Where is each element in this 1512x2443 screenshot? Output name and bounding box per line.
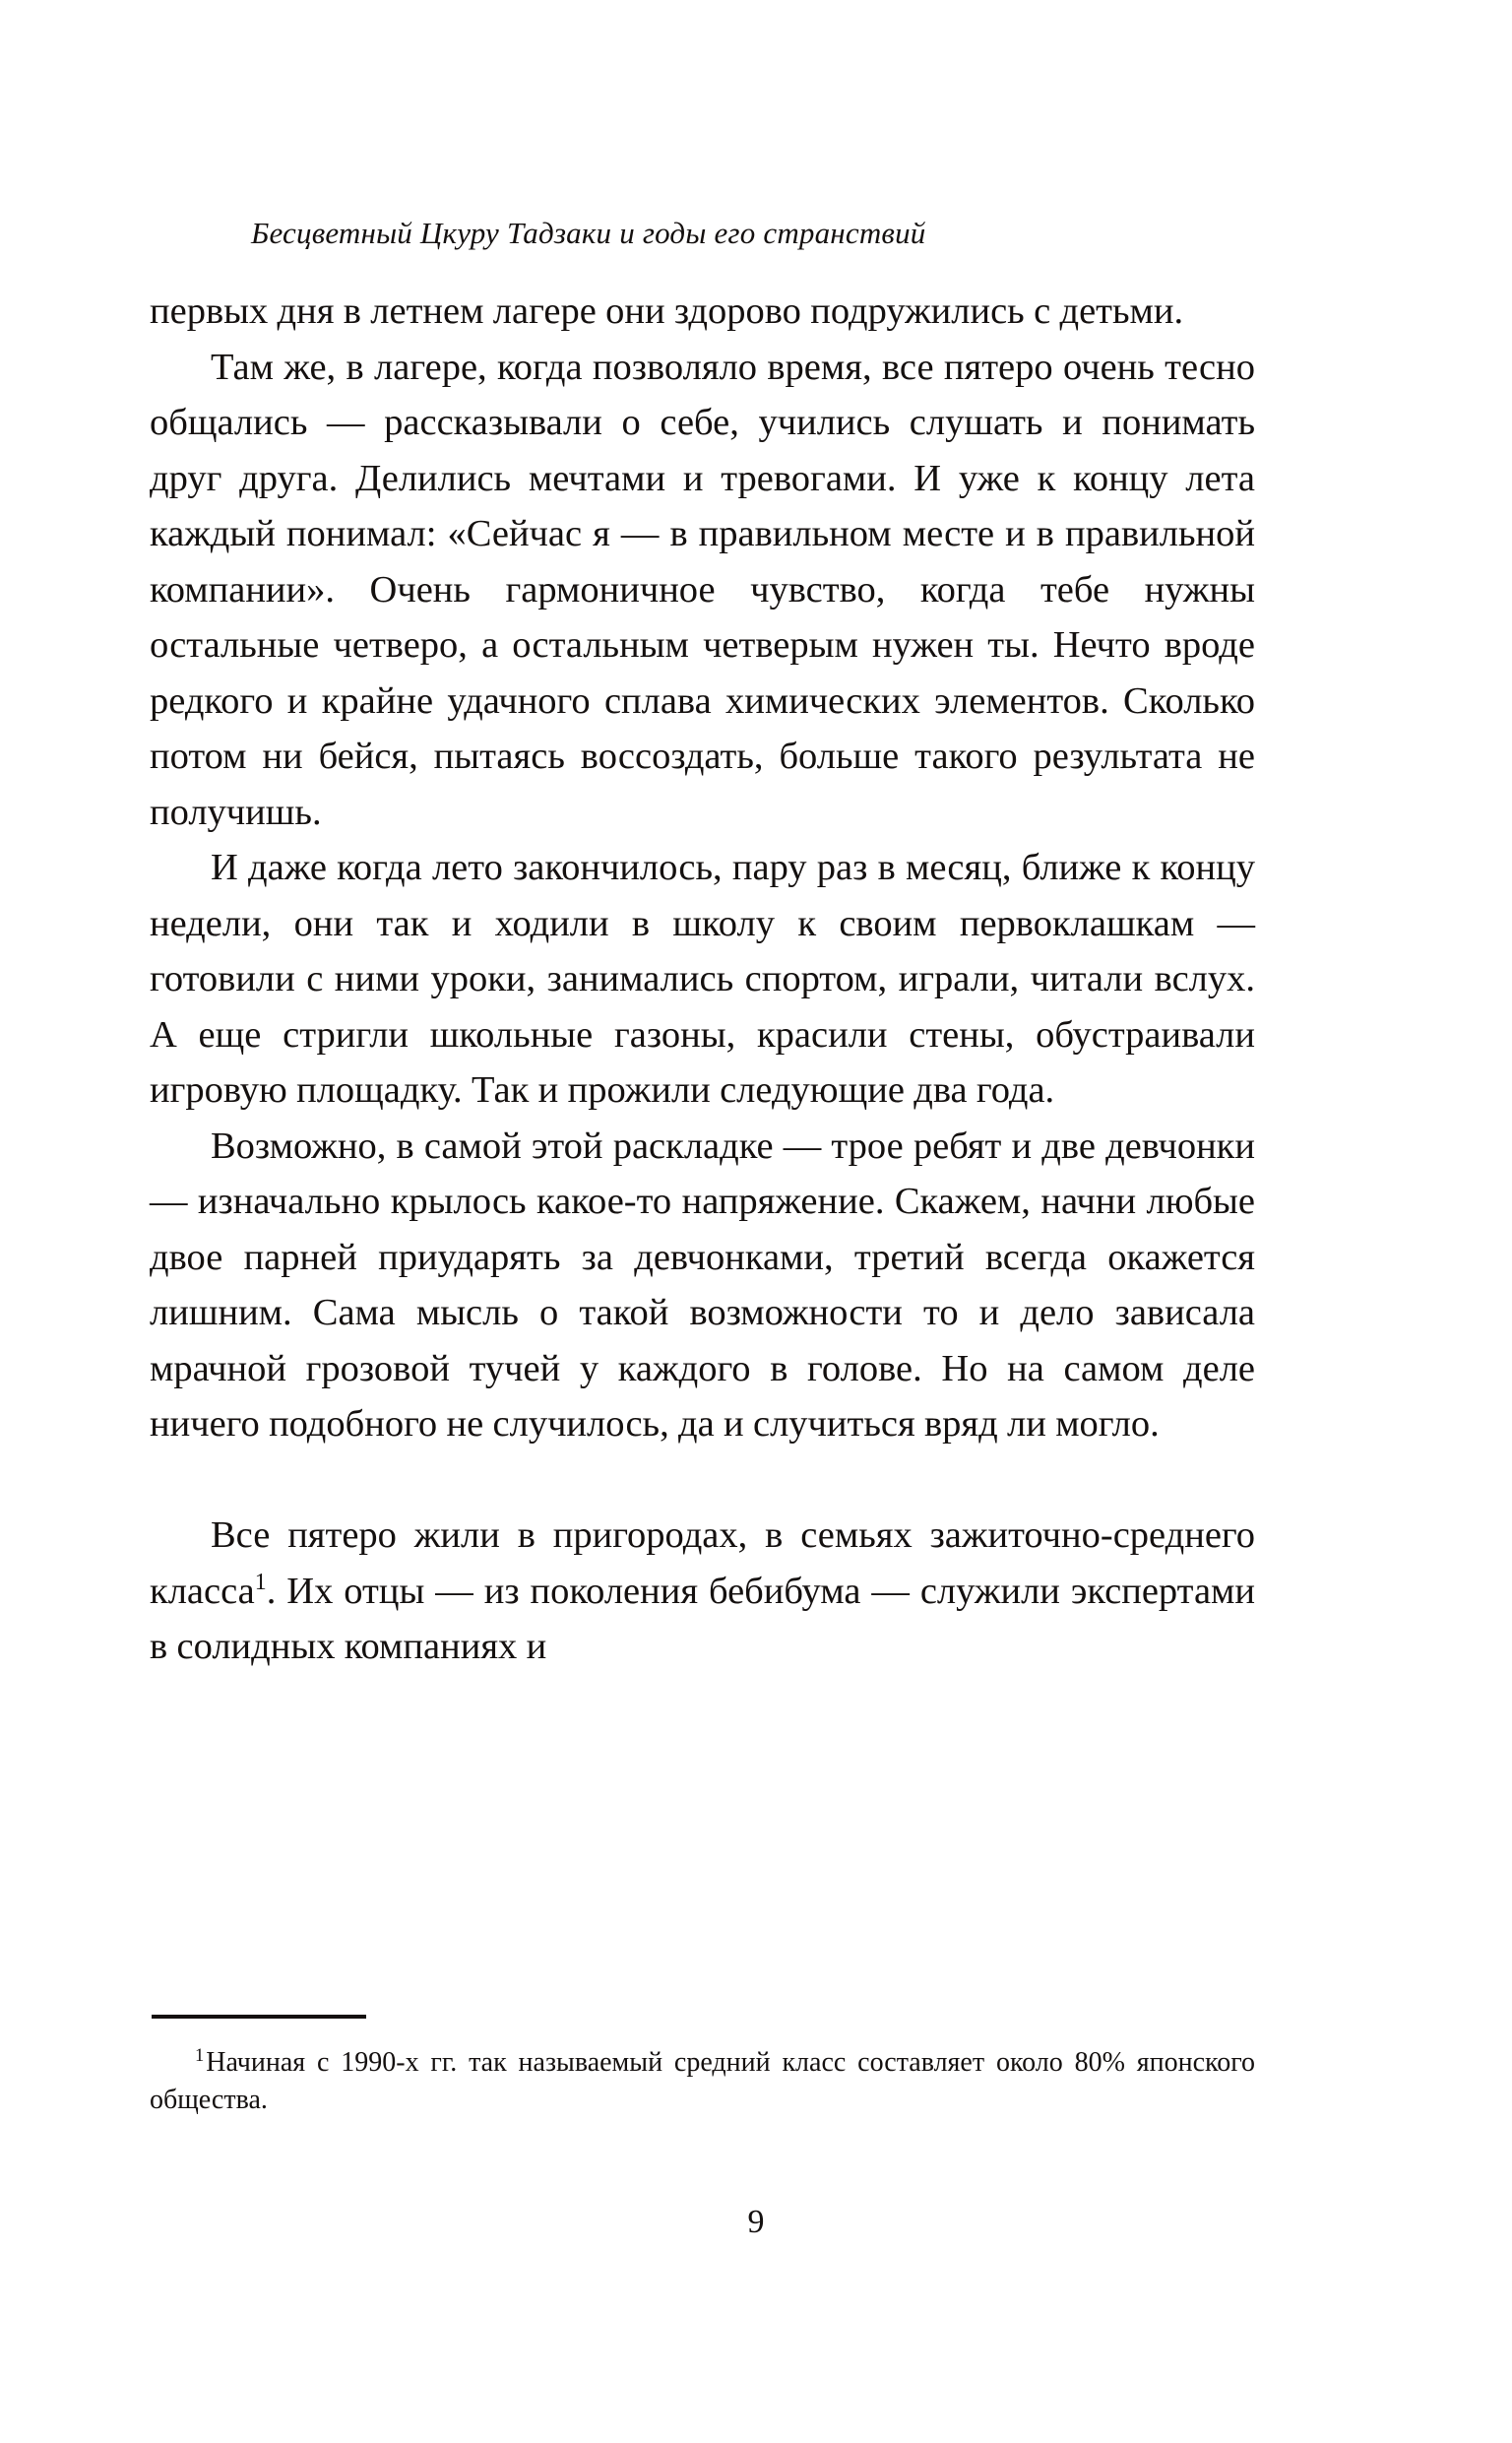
footnote-zone xyxy=(150,2015,1255,2119)
footnote-reference-marker[interactable]: 1 xyxy=(254,1569,267,1595)
footnote-number: 1 xyxy=(195,2044,205,2065)
body-text-block xyxy=(150,284,1255,1675)
paragraph-text-before-footnote-ref: Все пятеро жили в пригородах, в семьях зажиточно-среднего класса xyxy=(150,1514,1255,1612)
paragraph-with-footnote xyxy=(150,1508,1255,1675)
paragraph-text-after-footnote-ref: . Их отцы — из поколения бебибума — служили экспертами в солидных компаниях и xyxy=(150,1570,1255,1667)
page-number: 9 xyxy=(747,2204,765,2240)
footnote-entry xyxy=(150,2044,1255,2119)
paragraph: И даже когда лето закончилось, пару раз в месяц, ближе к концу недели, они так и ходили в школу к своим первоклашкам — готовили с ними уроки, занимались спортом, играли, читали вслух. А еще стригли школьные газоны, красили стены, обустраивали игровую площадку. Так и прожили следующие два года. xyxy=(150,847,1255,1111)
running-head: Бесцветный Цкуру Тадзаки и годы его странствий xyxy=(251,216,926,250)
footnote-body-text: Начиная с 1990-х гг. так называемый средний класс составляет около 80% японского общества. xyxy=(150,2047,1255,2115)
paragraph: Там же, в лагере, когда позволяло время, все пятеро очень тесно общались — рассказывали о себе, учились слушать и понимать друг друга. Делились мечтами и тревогами. И уже к концу лета каждый понимал: «Сейчас я — в правильном месте и в правильной компании». Очень гармоничное чувство, когда тебе нужны остальные четверо, а остальным четверым нужен ты. Нечто вроде редкого и крайне удачного сплава химических элементов. Сколько потом ни бейся, пытаясь воссоздать, больше такого результата не получишь. xyxy=(150,346,1255,833)
paragraph: Возможно, в самой этой раскладке — трое ребят и две девчонки — изначально крылось какое-то напряжение. Скажем, начни любые двое парней приударять за девчонками, третий всегда окажется лишним. Сама мысль о такой возможности то и дело зависала мрачной грозовой тучей у каждого в голове. Но на самом деле ничего подобного не случилось, да и случиться вряд ли могло. xyxy=(150,1125,1255,1445)
footnote-separator-rule xyxy=(152,2015,366,2019)
paragraph: первых дня в летнем лагере они здорово подружились с детьми. xyxy=(150,290,1184,332)
